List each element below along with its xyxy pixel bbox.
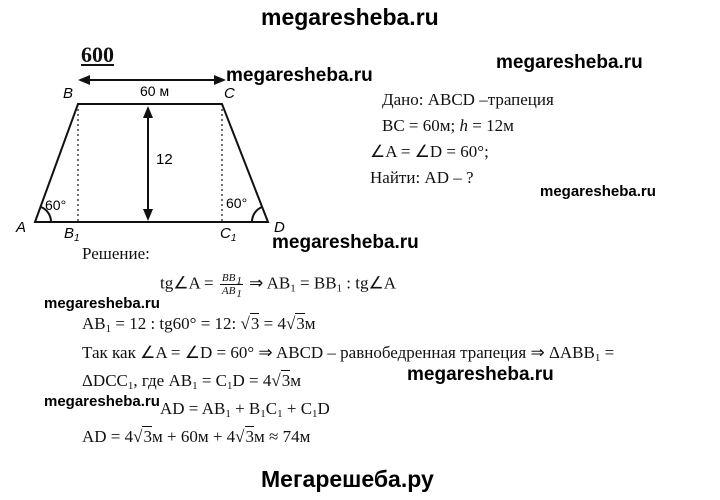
solution-line-5: AD = $AB_1 + B_1C_1 + C_1D$: [160, 399, 330, 420]
watermark-top: megaresheba.ru: [261, 4, 439, 30]
watermark: megaresheba.ru: [44, 393, 160, 410]
vertex-label-a: A: [16, 219, 27, 236]
solution-line-1: tg∠A = $\frac{BB_1}{AB_1}$ ⇒ $AB_1 = BB_1$ : tg∠A: [160, 272, 396, 300]
watermark: megaresheba.ru: [540, 183, 656, 200]
solution-line-4: $\Delta DCC_1$, где $AB_1 = C_1D = 4√3м$: [82, 371, 301, 392]
watermark: megaresheba.ru: [226, 65, 373, 86]
angle-d-label: 60°: [226, 195, 248, 211]
top-length-label: 60 м: [140, 83, 170, 99]
given-line-3: ∠A = ∠D = 60°;: [370, 142, 489, 161]
given-line-1: Дано: ABCD –трапеция: [382, 90, 554, 109]
angle-d-arc: [252, 207, 262, 222]
vertex-label-b: B: [63, 85, 74, 102]
angle-a-label: 60°: [45, 197, 67, 213]
watermark: megaresheba.ru: [272, 232, 419, 253]
fraction: $\frac{BB_1}{AB_1}$: [221, 272, 242, 300]
given-line-2: BC = 60м; h = 12м: [382, 116, 514, 135]
watermark: megaresheba.ru: [496, 52, 643, 73]
solution-heading: Решение:: [82, 244, 150, 263]
solution-line-3: Так как ∠A = ∠D = 60° ⇒ ABCD – равнобедренная трапеция ⇒ $\Delta ABB_1$ =: [82, 343, 615, 364]
problem-number: 600: [81, 42, 114, 67]
vertex-label-c: C: [224, 85, 235, 102]
height-arrow: [143, 106, 153, 221]
watermark: megaresheba.ru: [44, 295, 160, 312]
given-line-4: Найти: AD – ?: [370, 168, 474, 187]
solution-line-6: AD = 4√3м + 60м + 4√3м ≈ 74м: [82, 427, 311, 446]
vertex-label-b1: $B_1$: [64, 225, 80, 244]
solution-line-2: $AB_1 = 12$ : tg60° = 12: √3 = 4√3м: [82, 314, 316, 335]
watermark-footer: Мегарешеба.ру: [261, 466, 434, 492]
watermark: megaresheba.ru: [407, 364, 554, 385]
height-label: 12: [156, 151, 173, 168]
vertex-label-c1: $C_1$: [220, 225, 237, 244]
vertex-label-d: D: [274, 219, 285, 236]
